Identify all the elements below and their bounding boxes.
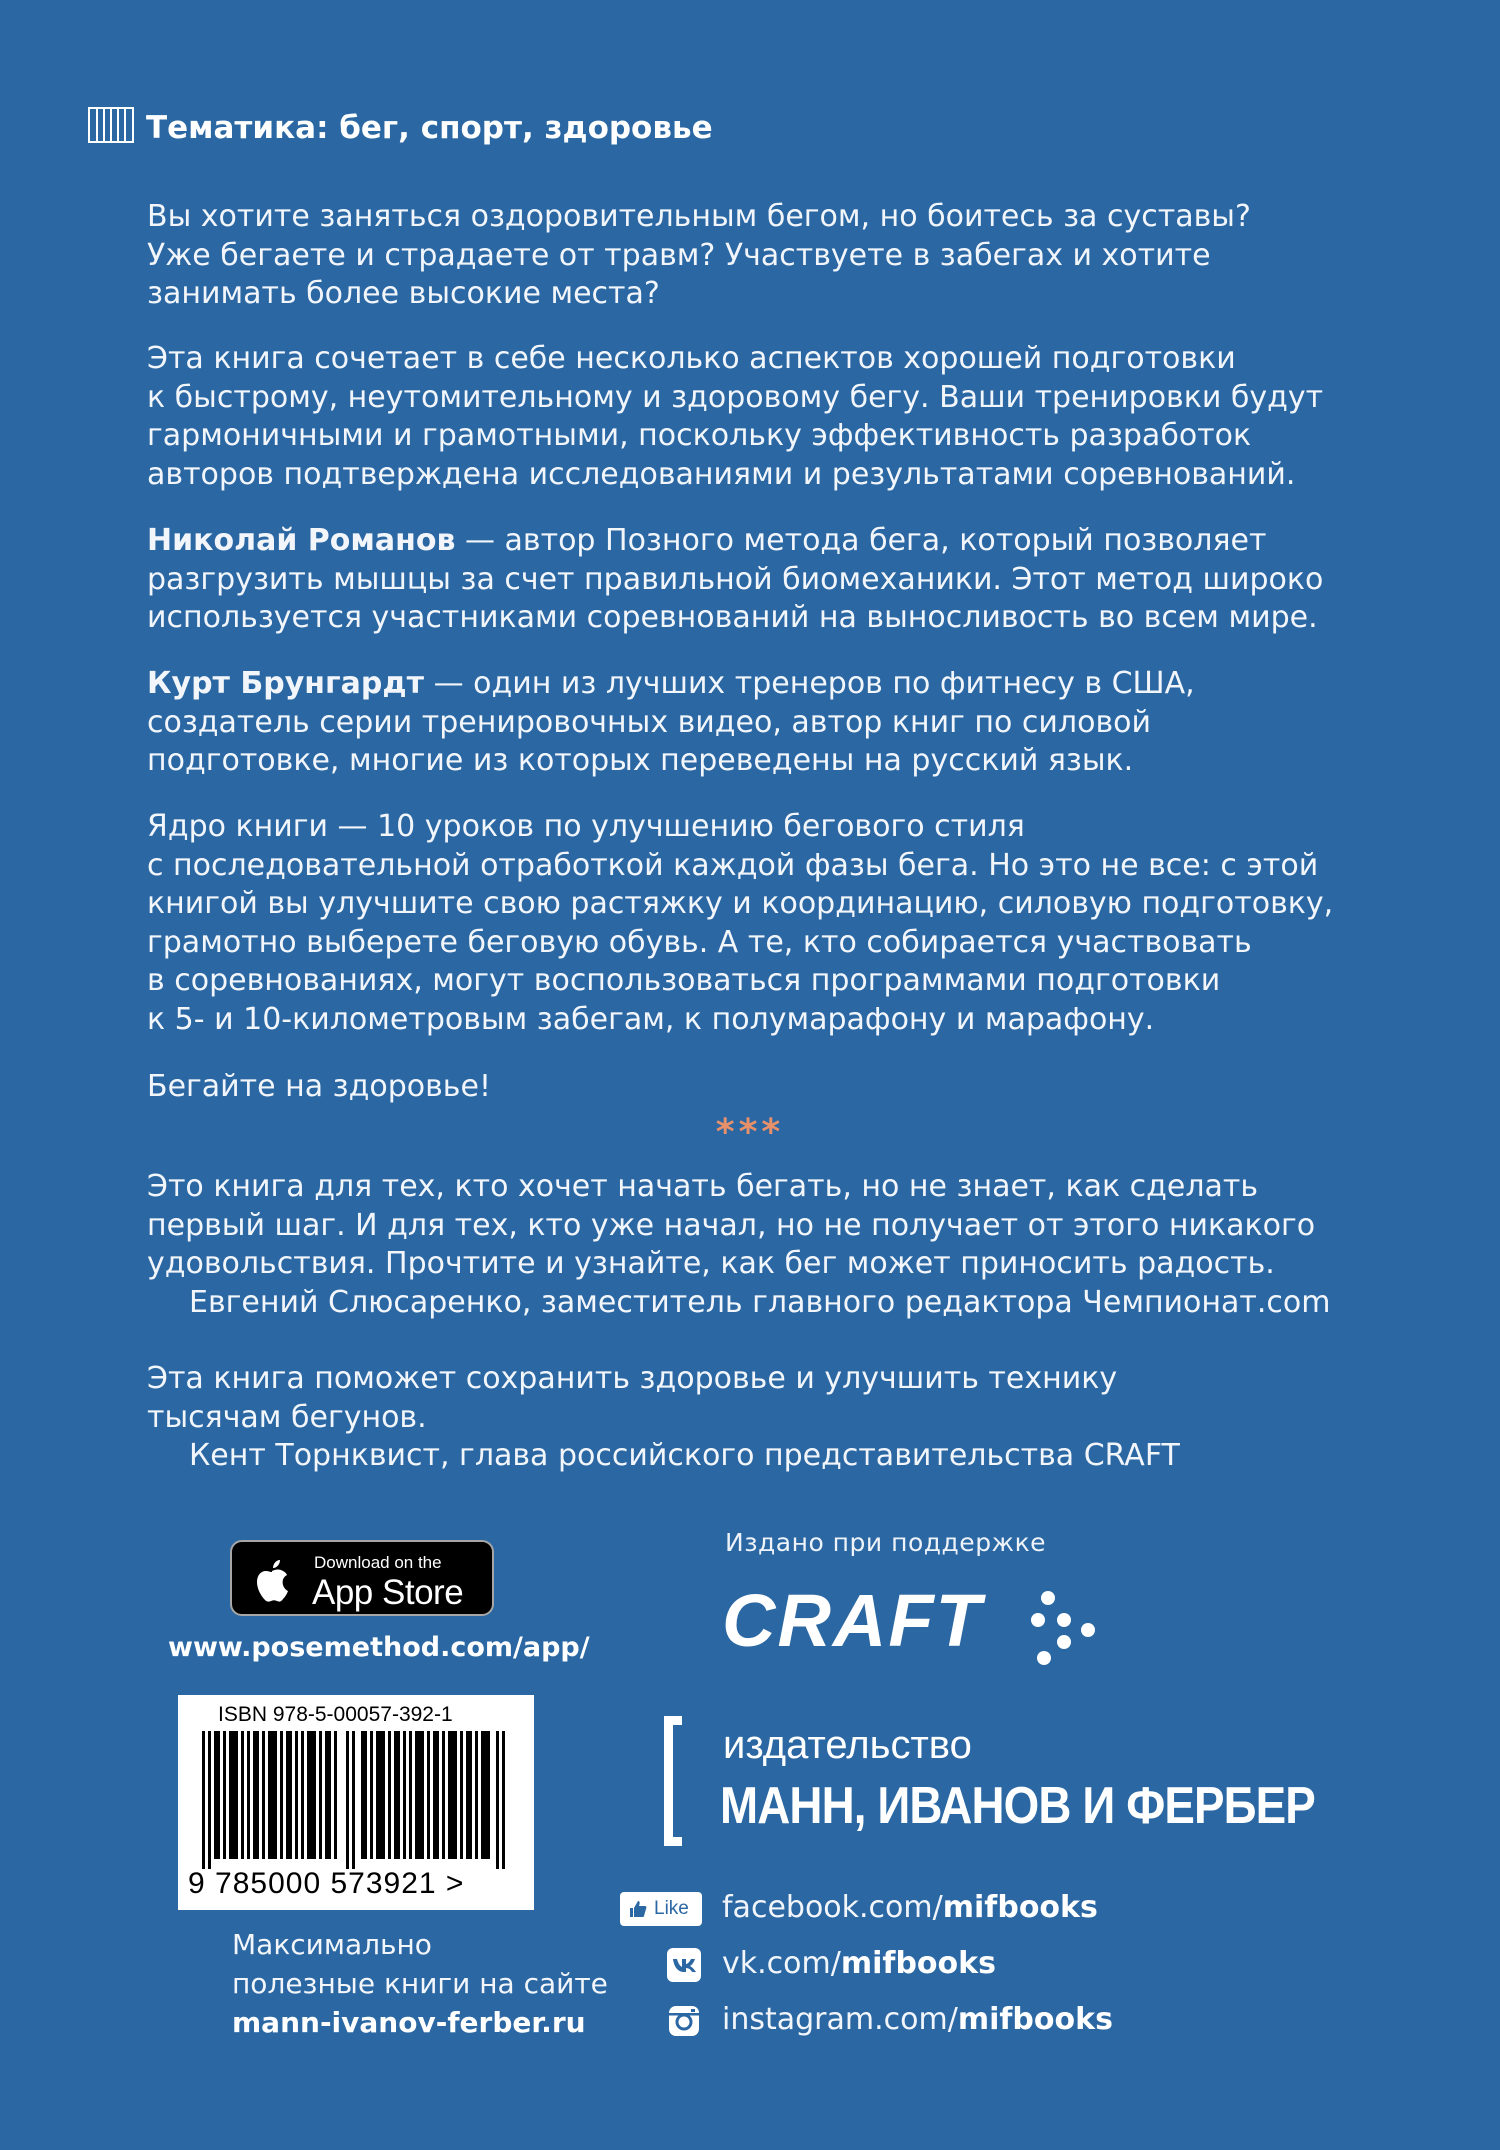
text-line: тысячам бегунов.: [147, 1399, 427, 1435]
text-line: используется участниками соревнований на выносливость во всем мире.: [147, 600, 1318, 635]
instagram-icon: [667, 2004, 701, 2038]
quote-attribution: Кент Торнквист, глава российского представительства CRAFT: [189, 1438, 1180, 1473]
text-line: разгрузить мышцы за счет правильной биомеханики. Этот метод широко: [147, 561, 1324, 597]
separator-stars: ***: [715, 1112, 785, 1153]
text-line: грамотно выберете беговую обувь. А те, кто собирается участвовать: [147, 924, 1252, 960]
text-line: Бегайте на здоровье!: [147, 1069, 491, 1104]
text-line: в соревнованиях, могут воспользоваться программами подготовки: [147, 963, 1221, 998]
text-line: Вы хотите заняться оздоровительным бегом, но боитесь за суставы?: [147, 199, 1251, 234]
text-line: с последовательной отработкой каждой фазы бега. Но это не все: с этой: [147, 847, 1319, 883]
apple-icon: [250, 1556, 294, 1604]
app-url-link[interactable]: www.posemethod.com/app/: [168, 1632, 590, 1663]
publisher-name: МАНН, ИВАНОВ И ФЕРБЕР: [720, 1777, 1315, 1835]
publisher-site-note: [232, 1925, 608, 2042]
text-line: Уже бегаете и страдаете от травм? Участвуете в забегах и хотите: [147, 237, 1211, 273]
text-line: Это книга для тех, кто хочет начать бегать, но не знает, как сделать: [147, 1169, 1259, 1204]
app-store-small-text: Download on the: [314, 1553, 442, 1572]
text-line: книгой вы улучшите свою растяжку и координацию, силовую подготовку,: [147, 886, 1334, 921]
author-name: Курт Брунгардт: [147, 666, 425, 701]
testimonial-quote: [147, 1360, 1180, 1476]
author-name: Николай Романов: [147, 523, 456, 558]
intro-paragraph: [147, 198, 1251, 314]
barcode-digits: 9 785000 573921 >: [188, 1867, 465, 1900]
text-line: Николай Романов — автор Позного метода бега, который позволяет: [147, 523, 1267, 558]
text-line: Курт Брунгардт — один из лучших тренеров по фитнесу в США,: [147, 666, 1195, 701]
text-line: полезные книги на сайте: [232, 1967, 608, 2000]
isbn-number: ISBN 978-5-00057-392-1: [218, 1703, 453, 1726]
social-link-text: instagram.com/mifbooks: [722, 2002, 1113, 2037]
text-line: авторов подтверждена исследованиями и результатами соревнований.: [147, 456, 1296, 492]
publisher-label: издательство: [723, 1723, 972, 1767]
like-badge-label: Like: [654, 1898, 689, 1919]
craft-dots-icon: [1030, 1590, 1102, 1666]
craft-logo: CRAFT: [722, 1579, 983, 1662]
books-icon: [88, 104, 134, 144]
barcode-bars: [202, 1731, 512, 1869]
text-line: гармоничными и грамотными, поскольку эффективность разработок: [147, 418, 1252, 453]
vk-link[interactable]: [620, 1946, 1120, 1986]
text-line: занимать более высокие места?: [147, 276, 660, 311]
quote-attribution: Евгений Слюсаренко, заместитель главного редактора Чемпионат.com: [189, 1284, 1331, 1320]
description-paragraph: [147, 340, 1323, 494]
text-line: Максимально: [232, 1928, 432, 1961]
text-line: удовольствия. Прочтите и узнайте, как бег может приносить радость.: [147, 1246, 1275, 1281]
topic-label: Тематика: бег, спорт, здоровье: [146, 110, 713, 146]
text-line: первый шаг. И для тех, кто уже начал, но не получает от этого никакого: [147, 1207, 1316, 1243]
testimonial-quote: [147, 1168, 1331, 1322]
facebook-like-icon: [620, 1892, 702, 1926]
book-core-paragraph: [147, 808, 1333, 1039]
app-store-badge[interactable]: [230, 1540, 494, 1616]
publisher-bracket: [664, 1716, 682, 1846]
author-romanov-paragraph: [147, 522, 1323, 638]
facebook-link[interactable]: [620, 1890, 1120, 1930]
text-line: Ядро книги — 10 уроков по улучшению бегового стиля: [147, 809, 1025, 844]
vk-icon: [667, 1948, 701, 1982]
app-store-title: App Store: [312, 1573, 464, 1612]
social-link-text: vk.com/mifbooks: [722, 1946, 996, 1981]
text-line: к 5- и 10-километровым забегам, к полумарафону и марафону.: [147, 1001, 1155, 1037]
social-link-text: facebook.com/mifbooks: [722, 1890, 1098, 1925]
author-brungardt-paragraph: [147, 665, 1195, 781]
text-line: подготовке, многие из которых переведены на русский язык.: [147, 743, 1134, 778]
publisher-site-link[interactable]: mann-ivanov-ferber.ru: [232, 2006, 586, 2039]
instagram-link[interactable]: [620, 2002, 1120, 2042]
sponsor-label: Издано при поддержке: [725, 1528, 1047, 1557]
text-line: Эта книга поможет сохранить здоровье и улучшить технику: [147, 1361, 1118, 1396]
text-line: к быстрому, неутомительному и здоровому бегу. Ваши тренировки будут: [147, 379, 1324, 415]
closing-line: [147, 1068, 491, 1107]
isbn-barcode: [178, 1695, 534, 1910]
text-line: создатель серии тренировочных видео, автор книг по силовой: [147, 704, 1151, 740]
text-line: Эта книга сочетает в себе несколько аспектов хорошей подготовки: [147, 341, 1236, 376]
